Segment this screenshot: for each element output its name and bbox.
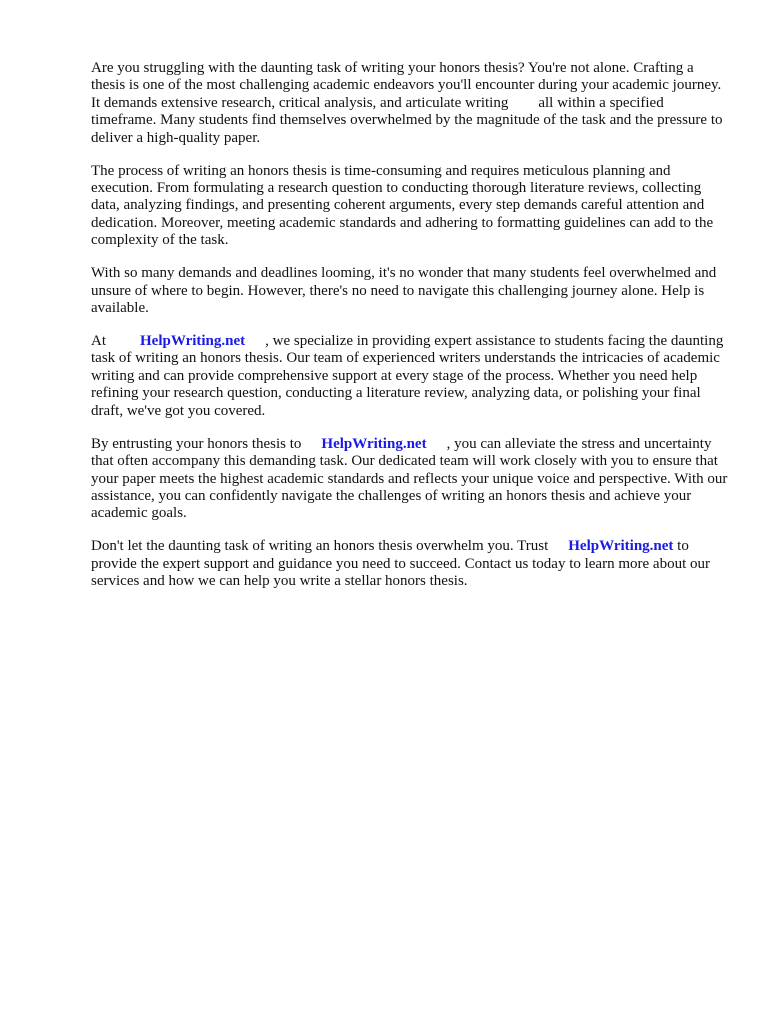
- paragraph-closing-lead: Don't let the daunting task of writing an honors thesis overwhelm you. Trust: [91, 538, 549, 555]
- helpwriting-link[interactable]: HelpWriting.net: [568, 538, 674, 555]
- paragraph-service: [91, 333, 731, 420]
- helpwriting-link[interactable]: HelpWriting.net: [140, 333, 246, 350]
- paragraph-closing: [91, 538, 731, 590]
- paragraph-entrust-body: , you can alleviate the stress and uncertainty that often accompany this demanding task. Our dedicated team will work closely with you to ensure that your paper meets the highest academic standards and reflects your unique voice and perspective. With our assistance, you can confidently navigate the challenges of writing an honors thesis and achieve your academic goals.: [91, 435, 728, 522]
- paragraph-service-body: , we specialize in providing expert assistance to students facing the daunting task of writing an honors thesis. Our team of experienced writers understands the intricacies of academic writing and can provide comprehensive support at every stage of the process. Whether you need help refining your research question, conducting a literature review, analyzing data, or polishing your final draft, we've got you covered.: [91, 333, 724, 419]
- paragraph-entrust: [91, 436, 731, 523]
- paragraph-demands: With so many demands and deadlines looming, it's no wonder that many students feel overwhelmed and unsure of where to begin. However, there's no need to navigate this challenging journey alone. Help is available.: [91, 265, 717, 317]
- paragraph-intro: Are you struggling with the daunting task of writing your honors thesis? You're not alone. Crafting a thesis is one of the most challenging academic endeavors you'll encounter during your academic journey. It demands extensive research, critical analysis, and articulate writing all within a specified timeframe. Many students find themselves overwhelmed by the magnitude of the task and the pressure to deliver a high-quality paper.: [91, 60, 723, 146]
- paragraph-entrust-lead: By entrusting your honors thesis to: [91, 435, 302, 452]
- document-page: [91, 60, 731, 606]
- paragraph-process: The process of writing an honors thesis is time-consuming and requires meticulous planning and execution. From formulating a research question to conducting thorough literature reviews, collecting data, analyzing findings, and presenting coherent arguments, every step demands careful attention and dedication. Moreover, meeting academic standards and adhering to formatting guidelines can add to the complexity of the task.: [91, 162, 714, 249]
- paragraph-service-lead: At: [91, 333, 106, 350]
- helpwriting-link[interactable]: HelpWriting.net: [321, 435, 427, 452]
- paragraph-closing-body: to provide the expert support and guidance you need to succeed. Contact us today to learn more about our services and how we can help you write a stellar honors thesis.: [91, 538, 710, 590]
